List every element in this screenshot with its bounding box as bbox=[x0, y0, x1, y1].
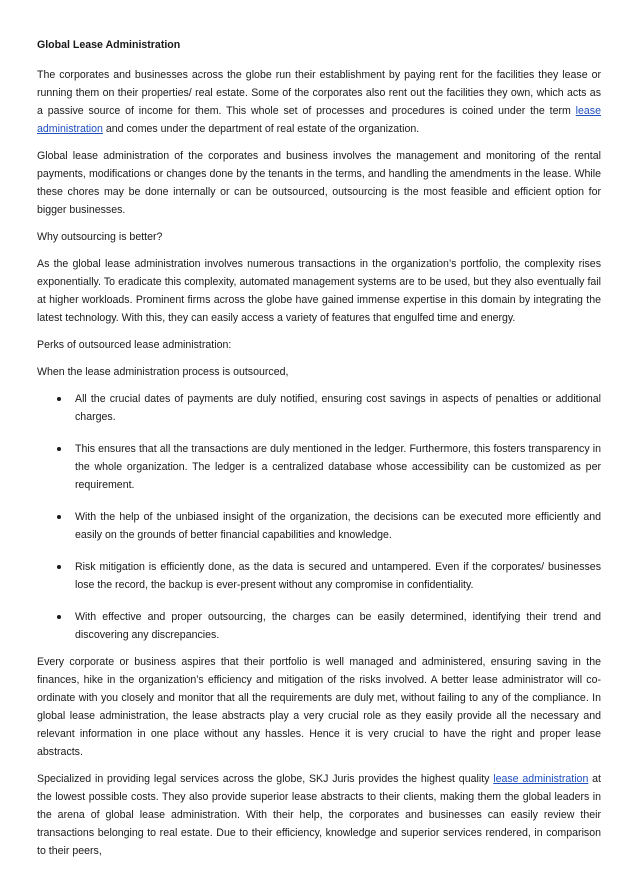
lead-in-text: When the lease administration process is outsourced, bbox=[37, 366, 289, 378]
list-item-text: All the crucial dates of payments are duly notified, ensuring cost savings in aspects of penalties or additional charges. bbox=[75, 393, 601, 423]
lease-administration-link-2[interactable]: lease administration bbox=[493, 773, 589, 785]
list-item bbox=[37, 390, 601, 426]
lease-administration-link[interactable]: lease administration bbox=[37, 105, 601, 135]
complexity-paragraph: As the global lease administration involves numerous transactions in the organization’s portfolio, the complexity rises exponentially. To eradicate this complexity, automated management systems are to be used, but they also eventually fail at higher workloads. Prominent firms across the globe have gained immense expertise in this domain by integrating the latest technology. With this, they can easily access a variety of features that engulfed time and energy. bbox=[37, 258, 601, 324]
bullet-icon bbox=[57, 615, 61, 619]
list-item-text: This ensures that all the transactions are duly mentioned in the ledger. Furthermore, this fosters transparency in the whole organization. The ledger is a centralized database whose accessibility can be customized as per requirement. bbox=[75, 443, 601, 491]
perks-list bbox=[37, 390, 601, 644]
bullet-icon bbox=[57, 515, 61, 519]
management-paragraph: Global lease administration of the corporates and business involves the management and monitoring of the rental payments, modifications or changes done by the tenants in the terms, and handling the amendments in the lease. While these chores may be done internally or can be outsourced, outsourcing is the most feasible and efficient option for bigger businesses. bbox=[37, 150, 601, 216]
intro-text-before: The corporates and businesses across the globe run their establishment by paying rent for the facilities they lease or running them on their properties/ real estate. Some of the corporates also rent out the facilities they own, which acts as a passive source of income for them. This whole set of processes and procedures is coined under the term bbox=[37, 69, 601, 117]
perks-heading: Perks of outsourced lease administration: bbox=[37, 339, 232, 351]
document-title: Global Lease Administration bbox=[37, 39, 181, 51]
list-item-text: With effective and proper outsourcing, the charges can be easily determined, identifying their trend and discovering any discrepancies. bbox=[75, 611, 601, 641]
skj-text-before: Specialized in providing legal services across the globe, SKJ Juris provides the highest quality bbox=[37, 773, 494, 785]
portfolio-paragraph: Every corporate or business aspires that their portfolio is well managed and administered, ensuring saving in the finances, hike in the organization’s efficiency and mitigation of the risks involved. A better lease administrator will co-ordinate with you closely and monitor that all the requirements are duly met, without failing to any of the compliance. In global lease administration, the lease abstracts play a very crucial role as they easily provide all the necessary and relevant information in one place without any hassles. Hence it is very crucial to have the right and proper lease abstracts. bbox=[37, 656, 601, 758]
skj-juris-paragraph bbox=[37, 770, 601, 860]
why-outsourcing-heading: Why outsourcing is better? bbox=[37, 231, 163, 243]
list-item bbox=[37, 508, 601, 544]
list-item-text: With the help of the unbiased insight of the organization, the decisions can be executed more efficiently and easily on the grounds of better financial capabilities and knowledge. bbox=[75, 511, 601, 541]
list-item bbox=[37, 440, 601, 494]
list-item-text: Risk mitigation is efficiently done, as the data is secured and untampered. Even if the corporates/ businesses lose the record, the backup is ever-present without any compromise in confidentiality. bbox=[75, 561, 601, 591]
intro-paragraph bbox=[37, 66, 601, 138]
document-page bbox=[37, 36, 601, 869]
bullet-icon bbox=[57, 447, 61, 451]
list-item bbox=[37, 608, 601, 644]
bullet-icon bbox=[57, 397, 61, 401]
intro-text-after: and comes under the department of real estate of the organization. bbox=[102, 123, 420, 135]
bullet-icon bbox=[57, 565, 61, 569]
skj-text-after: at the lowest possible costs. They also provide superior lease abstracts to their clients, making them the global leaders in the arena of global lease administration. With their help, the corporates and businesses can easily review their transactions belonging to real estate. Due to their efficiency, knowledge and superior services rendered, in comparison to their peers, bbox=[37, 773, 601, 857]
list-item bbox=[37, 558, 601, 594]
